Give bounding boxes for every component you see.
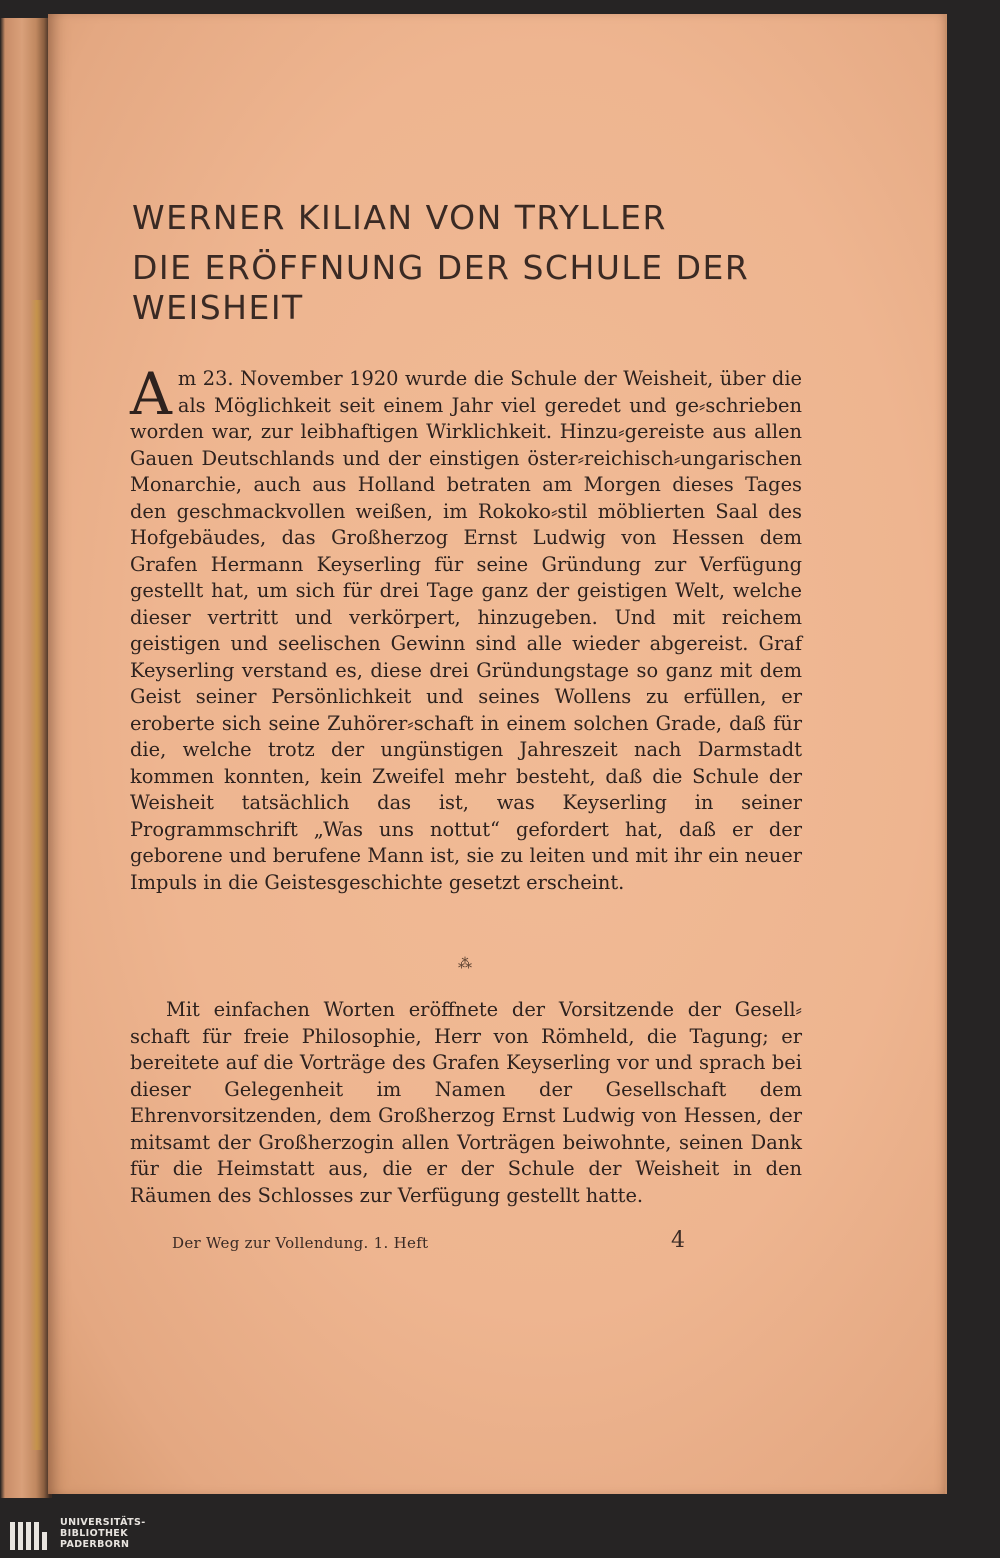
library-watermark-bar bbox=[0, 1508, 1000, 1558]
library-name bbox=[60, 1517, 146, 1550]
library-name-line-1: UNIVERSITÄTS- bbox=[60, 1517, 146, 1528]
library-logo-icon bbox=[8, 1518, 50, 1554]
book-spine bbox=[0, 18, 52, 1498]
section-separator: ⁂ bbox=[458, 956, 472, 972]
signature-line: Der Weg zur Vollendung. 1. Heft bbox=[172, 1234, 429, 1252]
drop-cap: A bbox=[130, 360, 172, 428]
title-line-2: WEISHEIT bbox=[132, 288, 304, 327]
author-heading: WERNER KILIAN VON TRYLLER bbox=[132, 198, 667, 237]
title-line-1: DIE ERÖFFNUNG DER SCHULE DER bbox=[132, 248, 750, 287]
signature-mark: 4 bbox=[671, 1228, 685, 1253]
paragraph-1 bbox=[130, 360, 802, 896]
book-page bbox=[48, 14, 947, 1494]
paragraph-1-text: m 23. November 1920 wurde die Schule der Weisheit, über die als Möglichkeit seit einem Jahr viel geredet und ge⸗schrieben worden war, zur leibhaftigen Wirklichkeit. Hinzu⸗gereiste aus allen Gauen Deutschlands und der einstigen öster⸗reichisch⸗ungarischen Monarchie, auch aus Holland betraten am Morgen dieses Tages den geschmackvollen weißen, im Rokoko⸗stil möblierten Saal des Hofgebäudes, das Großherzog Ernst Ludwig von Hessen dem Grafen Hermann Keyserling für seine Gründung zur Verfügung gestellt hat, um sich für drei Tage ganz der geistigen Welt, welche dieser vertritt und verkörpert, hinzugeben. Und mit reichem geistigen und seelischen Gewinn sind alle wieder abgereist. Graf Keyserling verstand es, diese drei Gründungstage so ganz mit dem Geist seiner Persönlichkeit und seines Wollens zu erfüllen, er eroberte sich seine Zuhörer⸗schaft in einem solchen Grade, daß für die, welche trotz der ungünstigen Jahreszeit nach Darmstadt kommen konnten, kein Zweifel mehr besteht, daß die Schule der Weisheit tatsächlich das ist, was Keyserling in seiner Programmschrift „Was uns nottut“ gefordert hat, daß er der geborene und berufene Mann ist, sie zu leiten und mit ihr ein neuer Impuls in die Geistesgeschichte gesetzt erscheint. bbox=[130, 367, 802, 894]
library-name-line-3: PADERBORN bbox=[60, 1539, 130, 1550]
library-name-line-2: BIBLIOTHEK bbox=[60, 1528, 128, 1539]
spine-glue-edge bbox=[30, 300, 44, 1450]
paragraph-2: Mit einfachen Worten eröffnete der Vorsitzende der Gesell⸗schaft für freie Philosophie, Herr von Römheld, die Tagung; er bereitete auf die Vorträge des Grafen Keyserling vor und sprach bei dieser Gelegenheit im Namen der Gesellschaft dem Ehrenvorsitzenden, dem Großherzog Ernst Ludwig von Hessen, der mitsamt der Großherzogin allen Vorträgen beiwohnte, seinen Dank für die Heimstatt aus, die er der Schule der Weisheit in den Räumen des Schlosses zur Verfügung gestellt hatte. bbox=[130, 998, 802, 1207]
